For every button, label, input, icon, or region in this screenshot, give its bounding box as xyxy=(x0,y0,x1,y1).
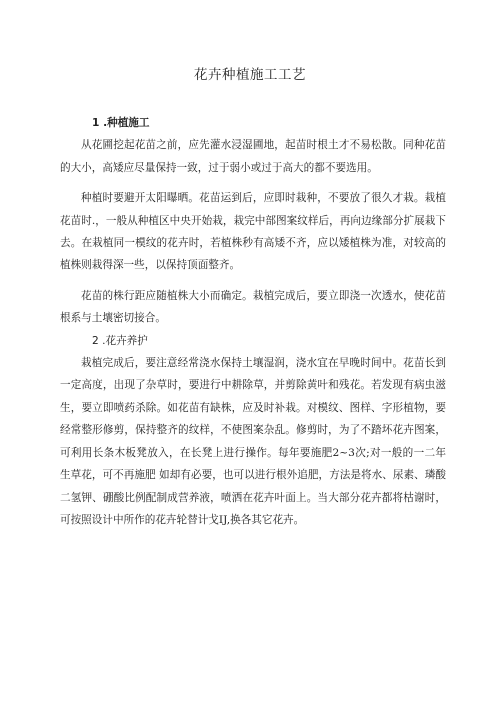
section-heading-2 xyxy=(60,330,446,352)
section-heading-text: .种植施工 xyxy=(103,117,150,129)
paragraph: 种植时要避开太阳曝晒。花苗运到后，应即时栽种，不要放了很久才栽。栽植花苗时.，一般从种植区中央开始栽，栽完中部图案纹样后，再向边缘部分扩展栽下去。在栽植同一模纹的花卉时，若植株秒有高矮不齐，应以矮植株为准，对较高的植株则栽得深一些，以保持顶面整齐。 xyxy=(60,192,446,272)
document-body xyxy=(60,112,446,531)
document-title: 花卉种植施工工艺 xyxy=(194,67,306,83)
paragraph: 花苗的株行距应随植株大小而确定。栽植完成后，要立即浇一次透水，使花苗根系与土壤密切接合。 xyxy=(60,289,446,325)
section-heading-1 xyxy=(60,112,446,134)
section-number: 1 xyxy=(92,117,100,129)
section-heading-text: .花卉养护 xyxy=(102,334,148,347)
paragraph: 栽植完成后，要注意经常浇水保持土壤湿润，浇水宜在早晚时间中。花苗长到一定高度，出现了杂草时，要进行中耕除草，并剪除黄叶和残花。若发现有病虫滋生，要立即喷药杀除。如花苗有缺株，应及时补栽。对模纹、图样、字形植物，要经常整形修剪，保持整齐的纹样，不使图案杂乱。修剪时，为了不踏坏花卉图案，可利用长条木板凳放入，在长凳上进行操作。每年要施肥2~3次;对一般的一二年生草花，可不再施肥 如却有必要，也可以进行根外追肥，方法是将水、尿素、璘酸二氢钾、硼酸比例配制成营养液，喷洒在花卉叶面上。当大部分花卉都将枯谢时，可按照设计中所作的花卉轮替计戈IJ,换各其它花卉。 xyxy=(60,357,446,526)
paragraph: 从花圃挖起花苗之前，应先灌水浸湿圃地，起苗时根土才不易松散。同种花苗的大小，高矮应尽量保持一致，过于弱小或过于高大的都不要选用。 xyxy=(60,139,446,174)
section-number: 2 xyxy=(92,334,99,347)
